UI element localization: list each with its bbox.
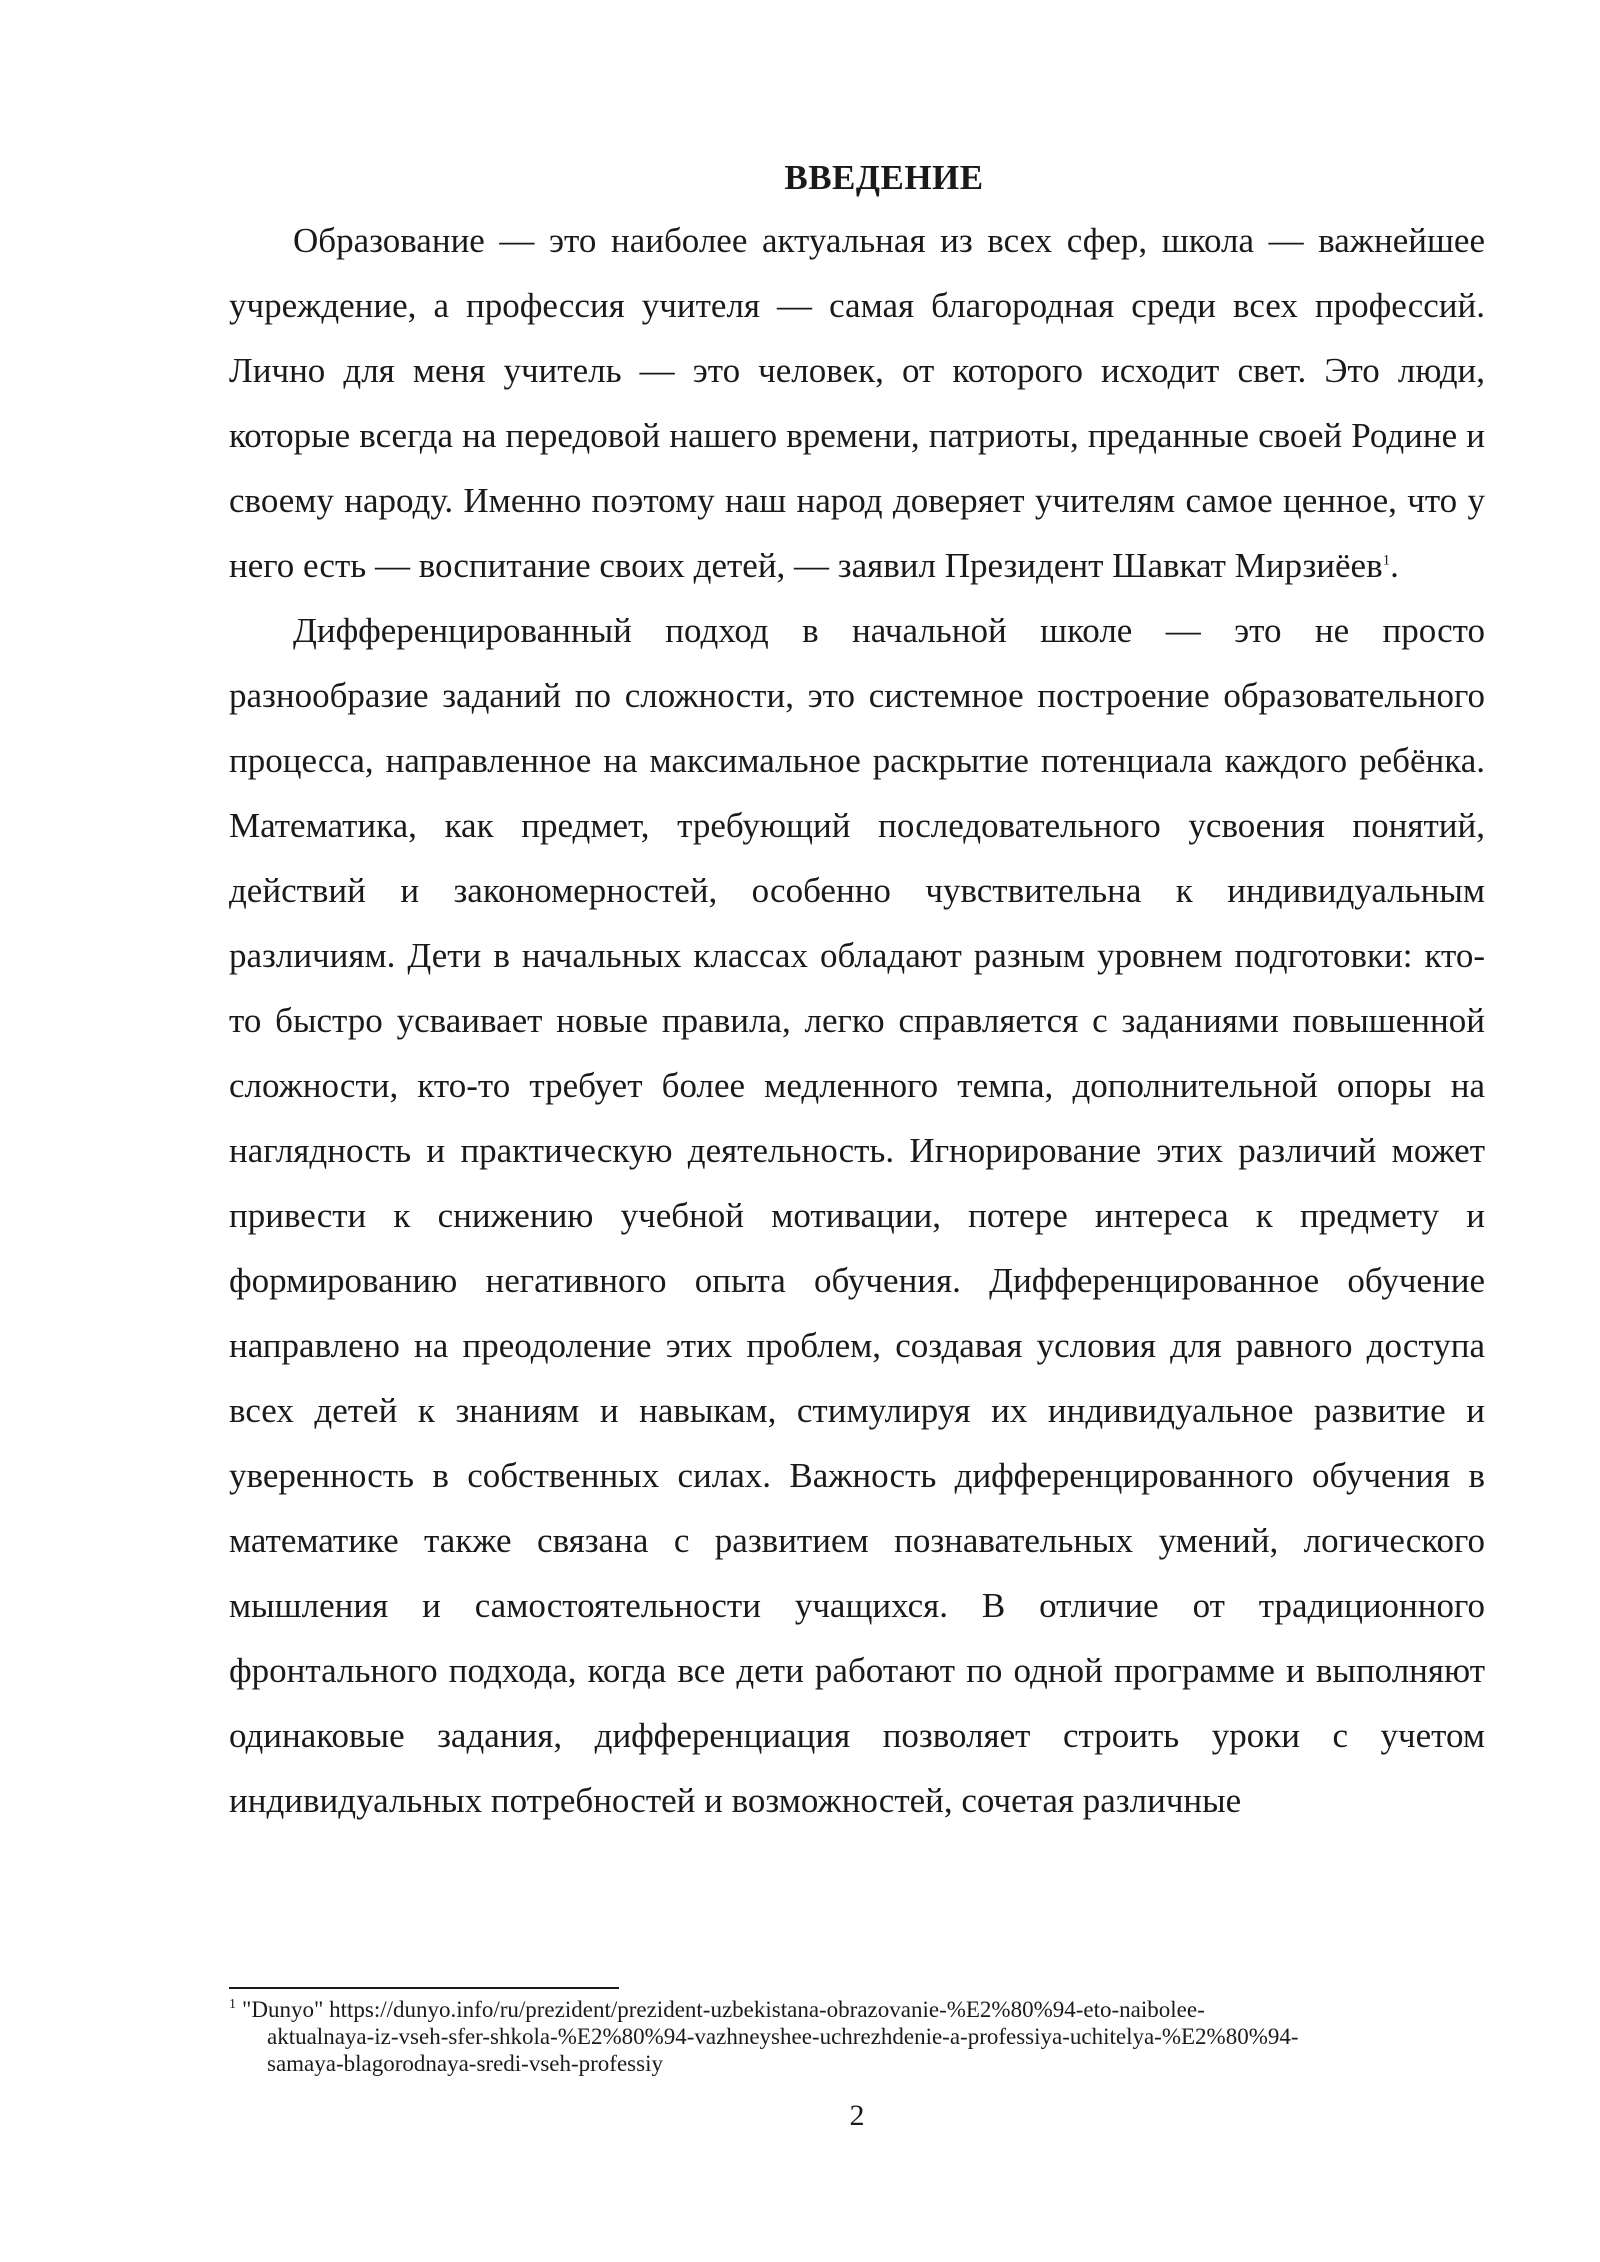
footnote-line-2[interactable]: aktualnaya-iz-vseh-sfer-shkola-%E2%80%94-vazhneyshee-uchrezhdenie-a-professiya-uchitelya-%E2%80%94- bbox=[267, 2024, 1299, 2049]
footnote-reference[interactable]: 1 bbox=[1382, 552, 1391, 569]
paragraph-intro-end: . bbox=[1390, 546, 1399, 585]
footnote bbox=[229, 1996, 1485, 2077]
footnote-line-3[interactable]: samaya-blagorodnaya-sredi-vseh-professiy bbox=[267, 2051, 663, 2076]
paragraph-intro-text: Образование — это наиболее актуальная из всех сфер, школа — важнейшее учреждение, а профессия учителя — самая благородная среди всех профессий. Лично для меня учитель — это человек, от которого исходит свет. Это люди, которые всегда на передовой нашего времени, патриоты, преданные своей Родине и своему народу. Именно поэтому наш народ доверяет учителям самое ценное, что у него есть — воспитание своих детей, — заявил Президент Шавкат Мирзиёев bbox=[229, 221, 1485, 585]
footnote-mark: 1 bbox=[229, 1997, 236, 2013]
paragraph-main: Дифференцированный подход в начальной школе — это не просто разнообразие заданий по сложности, это системное построение образовательного процесса, направленное на максимальное раскрытие потенциала каждого ребёнка. Математика, как предмет, требующий последовательного усвоения понятий, действий и закономерностей, особенно чувствительна к индивидуальным различиям. Дети в начальных классах обладают разным уровнем подготовки: кто-то быстро усваивает новые правила, легко справляется с заданиями повышенной сложности, кто-то требует более медленного темпа, дополнительной опоры на наглядность и практическую деятельность. Игнорирование этих различий может привести к снижению учебной мотивации, потере интереса к предмету и формированию негативного опыта обучения. Дифференцированное обучение направлено на преодоление этих проблем, создавая условия для равного доступа всех детей к знаниям и навыкам, стимулируя их индивидуальное развитие и уверенность в собственных силах. Важность дифференцированного обучения в математике также связана с развитием познавательных умений, логического мышления и самостоятельности учащихся. В отличие от традиционного фронтального подхода, когда все дети работают по одной программе и выполняют одинаковые задания, дифференциация позволяет строить уроки с учетом индивидуальных потребностей и возможностей, сочетая различные bbox=[229, 611, 1485, 1820]
paragraph-intro bbox=[229, 208, 1485, 598]
footnote-separator bbox=[229, 1987, 619, 1989]
page-title: ВВЕДЕНИЕ bbox=[784, 158, 984, 197]
footnote-line-1 bbox=[229, 1996, 1485, 2023]
page-body bbox=[229, 148, 1485, 1833]
footnote-text-1[interactable]: "Dunyo" https://dunyo.info/ru/prezident/prezident-uzbekistana-obrazovanie-%E2%80%94-eto-naibolee- bbox=[242, 1997, 1205, 2022]
page-number: 2 bbox=[849, 2099, 865, 2132]
